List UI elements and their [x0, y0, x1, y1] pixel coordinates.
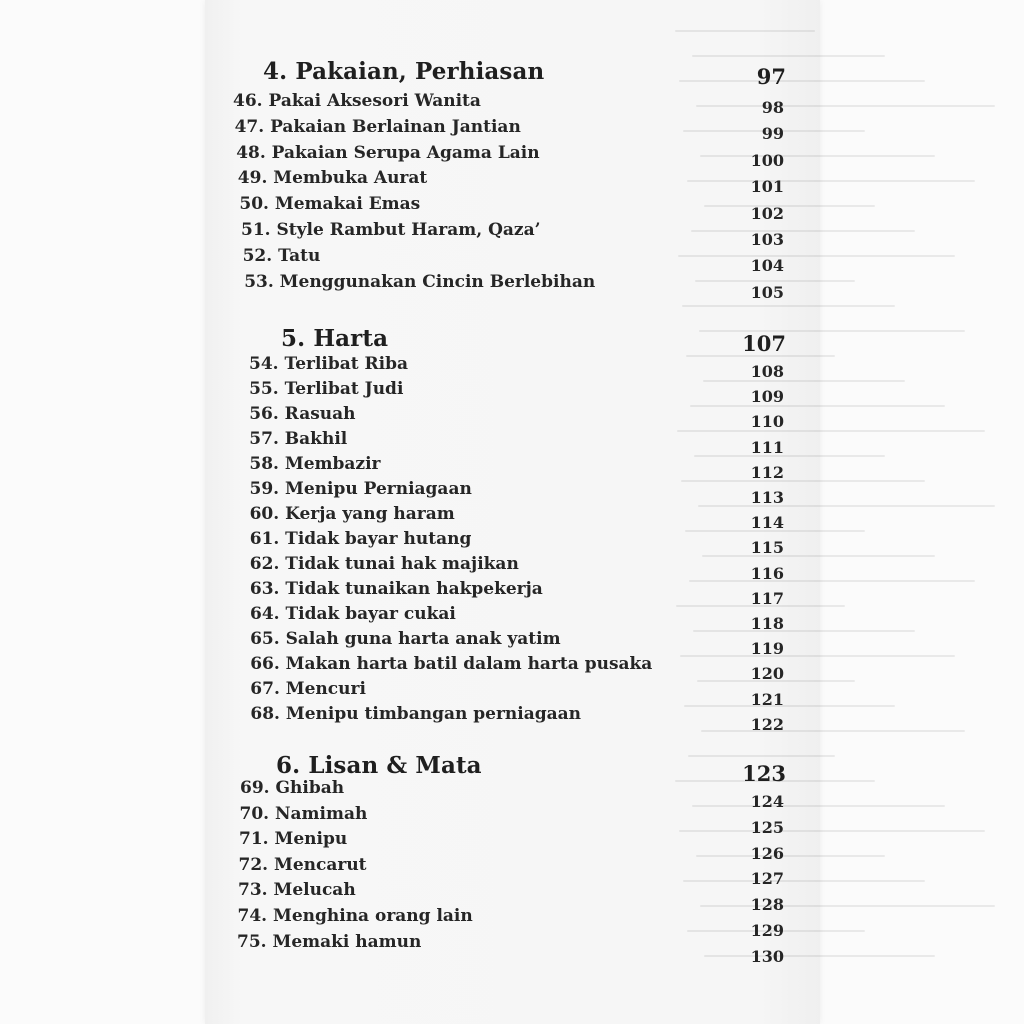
toc-entry [250, 604, 456, 624]
section-page-number: 123 [742, 761, 786, 786]
toc-entry [250, 704, 581, 724]
entry-number: 51. [241, 220, 271, 240]
entry-page-number: 99 [761, 124, 784, 144]
entry-title: Mencarut [268, 854, 367, 875]
show-through-line [677, 430, 985, 432]
entry-title: Pakaian Berlainan Jantian [264, 116, 521, 137]
toc-entry [238, 906, 473, 926]
entry-number: 56. [249, 404, 279, 424]
entry-number: 72. [238, 854, 269, 875]
toc-entry [244, 272, 595, 292]
entry-title: Melucah [267, 880, 356, 901]
entry-number: 73. [238, 880, 268, 901]
entry-number: 55. [249, 379, 279, 399]
entry-number: 71. [239, 829, 269, 850]
entry-title: Salah guna harta anak yatim [279, 629, 561, 649]
toc-entry [250, 504, 455, 524]
entry-title: Mencuri [279, 679, 366, 699]
toc-entry [236, 143, 539, 163]
show-through-line [704, 205, 875, 207]
entry-title: Membazir [278, 454, 381, 474]
entry-number: 58. [249, 454, 279, 474]
entry-page-number: 126 [750, 843, 784, 863]
entry-number: 52. [242, 245, 273, 266]
entry-title: Tatu [272, 245, 321, 266]
toc-entry [249, 454, 380, 474]
toc-entry [239, 829, 347, 849]
entry-page-number: 125 [750, 817, 784, 837]
entry-page-number: 122 [750, 714, 784, 734]
entry-page-number: 115 [750, 538, 784, 558]
entry-number: 65. [250, 629, 280, 649]
entry-title: Memakai Emas [268, 194, 421, 215]
show-through-line [704, 955, 935, 957]
entry-title: Style Rambut Haram, Qaza’ [270, 220, 541, 240]
show-through-line [703, 380, 905, 382]
toc-entry [237, 932, 421, 952]
entry-number: 75. [237, 931, 267, 952]
entry-title: Menghina orang lain [267, 906, 473, 926]
entry-number: 70. [239, 803, 270, 824]
entry-title: Rasuah [278, 404, 356, 424]
entry-title: Makan harta batil dalam harta pusaka [279, 654, 653, 674]
entry-page-number: 116 [750, 563, 784, 583]
toc-entry [238, 168, 427, 188]
entry-number: 49. [237, 168, 268, 189]
entry-page-number: 120 [750, 664, 784, 684]
entry-page-number: 130 [750, 946, 784, 966]
show-through-text [675, 30, 1005, 980]
entry-page-number: 110 [750, 412, 784, 432]
entry-page-number: 109 [750, 387, 784, 407]
entry-title: Membuka Aurat [267, 168, 428, 189]
show-through-line [692, 55, 885, 57]
entry-number: 46. [233, 91, 263, 111]
show-through-line [698, 505, 995, 507]
show-through-line [696, 855, 885, 857]
show-through-line [692, 805, 945, 807]
show-through-line [702, 555, 935, 557]
toc-entry [249, 429, 347, 449]
entry-page-number: 100 [750, 150, 784, 170]
entry-page-number: 119 [750, 639, 784, 659]
section-heading: 5. Harta [281, 325, 389, 352]
section-heading: 6. Lisan & Mata [276, 752, 482, 779]
toc-entry [240, 778, 344, 798]
show-through-line [693, 630, 915, 632]
show-through-line [701, 730, 965, 732]
show-through-line [689, 580, 975, 582]
toc-entry [239, 194, 420, 214]
show-through-line [688, 755, 835, 757]
entry-title: Pakai Aksesori Wanita [262, 91, 481, 111]
toc-entry [240, 804, 368, 824]
entry-number: 74. [237, 906, 268, 926]
entry-number: 61. [249, 529, 280, 549]
entry-number: 53. [244, 271, 274, 292]
show-through-line [694, 455, 885, 457]
entry-page-number: 98 [761, 98, 784, 117]
entry-number: 59. [249, 479, 280, 499]
toc-entry [250, 679, 366, 699]
entry-page-number: 113 [750, 488, 784, 507]
show-through-line [700, 905, 995, 907]
show-through-line [699, 330, 965, 332]
section-page-number: 97 [756, 64, 786, 89]
section-heading: 4. Pakaian, Perhiasan [263, 58, 545, 85]
entry-page-number: 102 [750, 203, 784, 223]
toc-entry [250, 554, 519, 574]
entry-number: 68. [250, 704, 280, 724]
toc-entry [249, 379, 403, 399]
toc-entry [241, 220, 541, 240]
show-through-line [679, 80, 925, 82]
entry-title: Tidak bayar hutang [279, 529, 472, 549]
entry-title: Memaki hamun [266, 931, 422, 952]
toc-entry [250, 629, 560, 649]
show-through-line [678, 255, 955, 257]
entry-title: Menipu timbangan perniagaan [279, 704, 582, 724]
entry-number: 57. [249, 429, 279, 449]
show-through-line [682, 305, 895, 307]
entry-page-number: 128 [750, 895, 784, 915]
entry-page-number: 121 [750, 689, 784, 709]
entry-page-number: 117 [750, 588, 784, 608]
entry-title: Kerja yang haram [279, 504, 455, 524]
entry-title: Ghibah [269, 778, 345, 798]
show-through-line [700, 155, 935, 157]
entry-page-number: 101 [750, 177, 784, 197]
entry-page-number: 105 [750, 282, 784, 302]
entry-number: 69. [240, 778, 270, 798]
entry-page-number: 103 [750, 230, 784, 249]
show-through-line [696, 105, 995, 107]
entry-title: Tidak tunaikan hakpekerja [279, 579, 543, 599]
entry-number: 60. [249, 504, 280, 524]
entry-title: Terlibat Riba [278, 354, 409, 374]
toc-entry [243, 246, 321, 266]
entry-page-number: 124 [750, 792, 784, 811]
entry-title: Menipu Perniagaan [279, 479, 472, 499]
toc-entry [235, 117, 521, 137]
entry-title: Bakhil [278, 429, 348, 449]
entry-page-number: 127 [750, 869, 784, 889]
entry-number: 67. [250, 679, 280, 699]
toc-entry [250, 579, 543, 599]
entry-number: 62. [249, 554, 280, 574]
entry-number: 64. [250, 604, 280, 624]
entry-number: 63. [249, 579, 280, 599]
show-through-line [680, 655, 955, 657]
entry-title: Menggunakan Cincin Berlebihan [273, 271, 596, 292]
entry-page-number: 104 [750, 256, 784, 276]
entry-title: Terlibat Judi [278, 379, 404, 399]
toc-entry [238, 880, 356, 900]
toc-entry [250, 479, 472, 499]
entry-page-number: 129 [750, 921, 784, 940]
show-through-line [679, 830, 985, 832]
entry-title: Tidak tunai hak majikan [279, 554, 519, 574]
show-through-line [681, 480, 925, 482]
entry-title: Menipu [268, 829, 348, 850]
show-through-line [690, 405, 945, 407]
entry-number: 47. [234, 116, 265, 137]
entry-title: Tidak bayar cukai [279, 604, 456, 624]
show-through-line [675, 30, 815, 32]
toc-entry [250, 654, 652, 674]
entry-page-number: 112 [750, 462, 784, 482]
show-through-line [687, 180, 975, 182]
entry-title: Pakaian Serupa Agama Lain [265, 142, 540, 163]
section-page-number: 107 [742, 331, 786, 356]
show-through-line [691, 230, 915, 232]
entry-page-number: 108 [750, 362, 784, 381]
entry-title: Namimah [269, 803, 368, 824]
show-through-line [684, 705, 895, 707]
entry-number: 50. [239, 194, 269, 215]
entry-page-number: 111 [750, 437, 784, 457]
show-through-line [683, 880, 925, 882]
toc-entry [249, 354, 408, 374]
entry-number: 66. [250, 654, 280, 674]
entry-number: 54. [249, 354, 279, 374]
entry-number: 48. [236, 142, 266, 163]
entry-page-number: 114 [750, 513, 784, 533]
toc-entry [239, 855, 367, 875]
toc-entry [250, 529, 472, 549]
toc-entry [233, 91, 481, 111]
entry-page-number: 118 [750, 614, 784, 633]
toc-entry [249, 404, 355, 424]
show-through-line [695, 280, 855, 282]
